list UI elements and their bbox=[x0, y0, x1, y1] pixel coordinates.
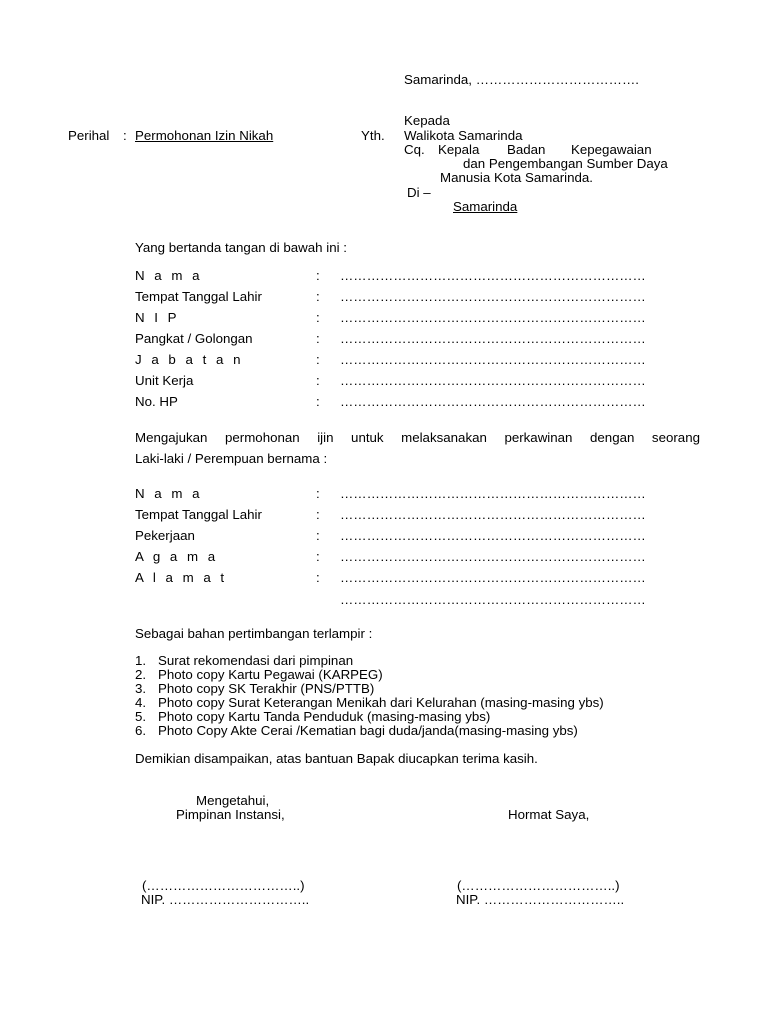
recipient-badan: Badan bbox=[507, 142, 546, 157]
field-label: Pekerjaan bbox=[135, 528, 195, 543]
list-item: 4. Photo copy Surat Keterangan Menikah dari Kelurahan (masing-masing ybs) bbox=[135, 695, 604, 710]
recipient-line4: Manusia Kota Samarinda. bbox=[440, 170, 593, 185]
field-colon: : bbox=[316, 310, 320, 325]
signature-right-nip: NIP. ………………………….. bbox=[456, 892, 625, 907]
field-colon: : bbox=[316, 549, 320, 564]
field-value: …………………………………………………………… bbox=[340, 289, 646, 304]
recipient-kepada: Kepada bbox=[404, 113, 450, 128]
attachments-heading: Sebagai bahan pertimbangan terlampir : bbox=[135, 626, 373, 641]
yth-label: Yth. bbox=[361, 128, 385, 143]
field-label: Unit Kerja bbox=[135, 373, 194, 388]
perihal-colon: : bbox=[123, 128, 127, 143]
recipient-kepala: Kepala bbox=[438, 142, 480, 157]
address-extra-line: …………………………………………………………… bbox=[340, 592, 646, 607]
field-value: …………………………………………………………… bbox=[340, 331, 646, 346]
field-value: …………………………………………………………… bbox=[340, 528, 646, 543]
request-paragraph-line1: Mengajukan permohonan ijin untuk melaksanakan perkawinan dengan seorang bbox=[135, 430, 700, 445]
field-label: A l a m a t bbox=[135, 570, 228, 585]
recipient-city: Samarinda bbox=[453, 199, 518, 214]
field-value: …………………………………………………………… bbox=[340, 486, 646, 501]
field-colon: : bbox=[316, 528, 320, 543]
field-value: …………………………………………………………… bbox=[340, 394, 646, 409]
field-value: …………………………………………………………… bbox=[340, 570, 646, 585]
signature-left-line1: Mengetahui, bbox=[196, 793, 270, 808]
field-label: N a m a bbox=[135, 268, 203, 283]
field-value: …………………………………………………………… bbox=[340, 352, 646, 367]
signature-left-nip: NIP. ………………………….. bbox=[141, 892, 310, 907]
list-item: 1. Surat rekomendasi dari pimpinan bbox=[135, 653, 354, 668]
field-colon: : bbox=[316, 289, 320, 304]
attachments-list bbox=[135, 654, 604, 738]
perihal-label: Perihal bbox=[68, 128, 110, 143]
signature-right-name: (……………………………..) bbox=[457, 878, 620, 893]
field-label: Pangkat / Golongan bbox=[135, 331, 253, 346]
field-label: No. HP bbox=[135, 394, 178, 409]
recipient-cq: Cq. bbox=[404, 142, 425, 157]
field-colon: : bbox=[316, 373, 320, 388]
signature-right-line1: Hormat Saya, bbox=[508, 807, 590, 822]
field-colon: : bbox=[316, 507, 320, 522]
field-colon: : bbox=[316, 352, 320, 367]
request-paragraph-line2: Laki-laki / Perempuan bernama : bbox=[135, 451, 328, 466]
field-label: N I P bbox=[135, 310, 180, 325]
recipient-line1: Walikota Samarinda bbox=[404, 128, 523, 143]
perihal-value: Permohonan Izin Nikah bbox=[135, 128, 274, 143]
field-value: …………………………………………………………… bbox=[340, 310, 646, 325]
list-item: 3. Photo copy SK Terakhir (PNS/PTTB) bbox=[135, 681, 375, 696]
field-value: …………………………………………………………… bbox=[340, 268, 646, 283]
signature-left-line2: Pimpinan Instansi, bbox=[176, 807, 285, 822]
signature-left-name: (……………………………..) bbox=[142, 878, 305, 893]
recipient-di: Di – bbox=[407, 185, 431, 200]
list-item: 2. Photo copy Kartu Pegawai (KARPEG) bbox=[135, 667, 383, 682]
field-label: Tempat Tanggal Lahir bbox=[135, 289, 262, 304]
list-item: 6. Photo Copy Akte Cerai /Kematian bagi duda/janda(masing-masing ybs) bbox=[135, 723, 578, 738]
list-item: 5. Photo copy Kartu Tanda Penduduk (masing-masing ybs) bbox=[135, 709, 491, 724]
intro-text: Yang bertanda tangan di bawah ini : bbox=[135, 240, 347, 255]
field-label: Tempat Tanggal Lahir bbox=[135, 507, 262, 522]
recipient-line3: dan Pengembangan Sumber Daya bbox=[463, 156, 668, 171]
field-value: …………………………………………………………… bbox=[340, 549, 646, 564]
closing-text: Demikian disampaikan, atas bantuan Bapak diucapkan terima kasih. bbox=[135, 751, 538, 766]
field-value: …………………………………………………………… bbox=[340, 507, 646, 522]
field-value: …………………………………………………………… bbox=[340, 373, 646, 388]
field-colon: : bbox=[316, 570, 320, 585]
recipient-kepegawaian: Kepegawaian bbox=[571, 142, 652, 157]
field-label: A g a m a bbox=[135, 549, 219, 564]
field-colon: : bbox=[316, 394, 320, 409]
field-colon: : bbox=[316, 486, 320, 501]
place-date: Samarinda, ………………………………. bbox=[404, 72, 639, 87]
field-label: J a b a t a n bbox=[135, 352, 244, 367]
field-label: N a m a bbox=[135, 486, 203, 501]
field-colon: : bbox=[316, 268, 320, 283]
field-colon: : bbox=[316, 331, 320, 346]
